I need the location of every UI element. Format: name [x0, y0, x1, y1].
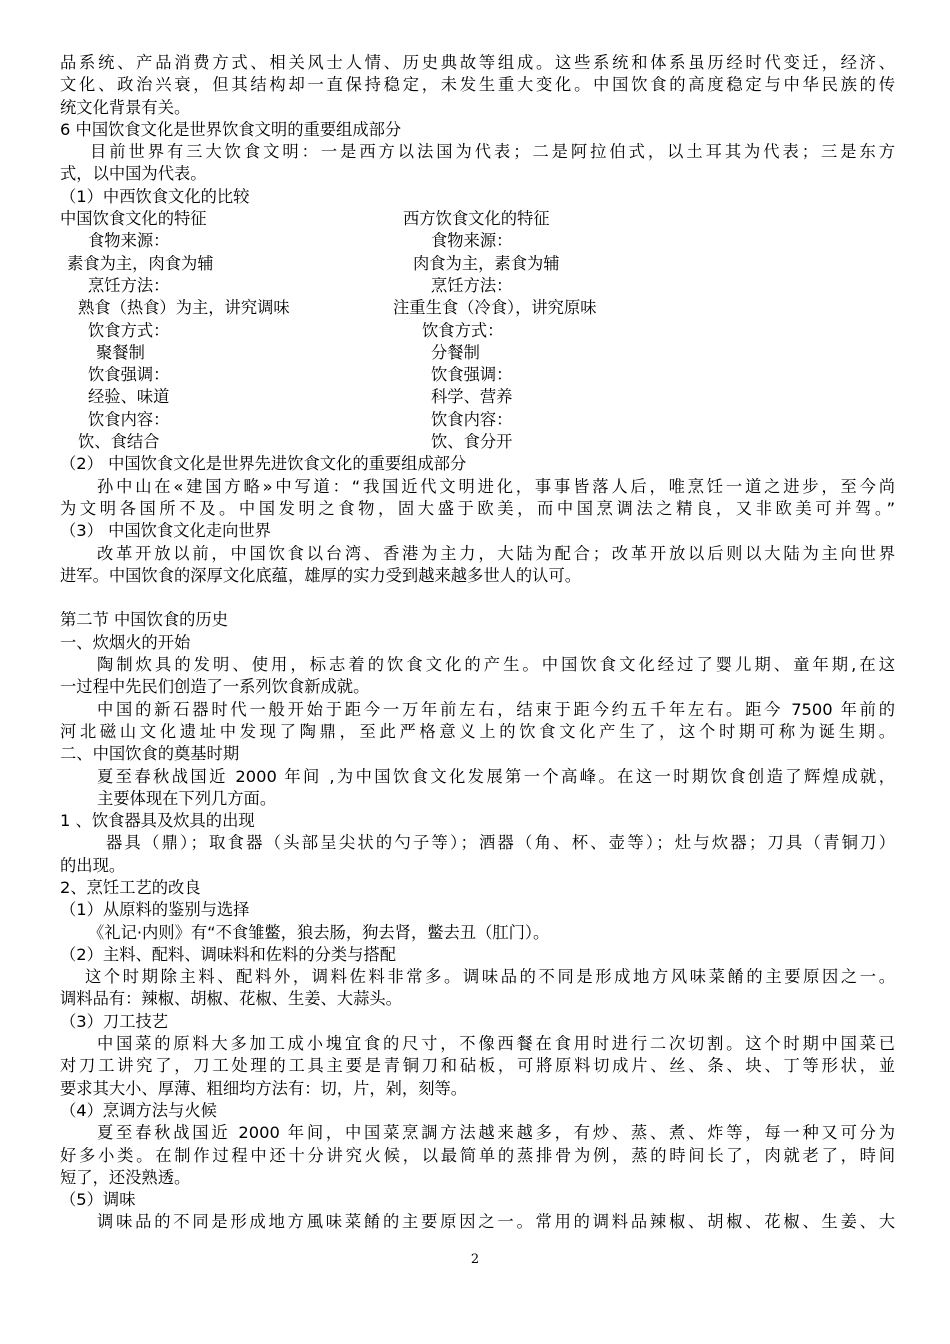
text-line: 进军。中国饮食的深厚文化底蕴，雄厚的实力受到越来越多世人的认可。	[60, 565, 582, 585]
subsection-heading: （4）烹调方法与火候	[60, 1100, 217, 1120]
text-line: 夏至春秋战国近 2000 年间，中国菜烹調方法越来越多，有炒、蒸、煮、炸等，每一种又可分为	[97, 1123, 895, 1143]
comparison-row	[60, 253, 895, 275]
comparison-left: 饮食方式：	[88, 320, 170, 340]
comparison-right: 科学、营养	[431, 387, 513, 407]
comparison-row	[60, 342, 895, 364]
text-line: 这个时期除主料、配料外，调料佐料非常多。调味品的不同是形成地方风味菜餚的主要原因之一。	[85, 967, 895, 987]
text-line: 好多小类。在制作过程中还十分讲究火候，以最简单的蒸排骨为例，蒸的時间长了，肉就老了，時间	[60, 1145, 895, 1165]
text-line: 孙中山在«建国方略»中写道：“我国近代文明进化，事事皆落人后，唯烹饪一道之进步，至今尚	[97, 476, 895, 496]
section-heading: 一、炊烟火的开始	[60, 632, 191, 652]
text-line: 目前世界有三大饮食文明：一是西方以法国为代表；二是阿拉伯式，以土耳其为代表；三是东方	[90, 142, 895, 162]
comparison-left: 饮、食结合	[78, 432, 160, 452]
comparison-right: 饮食方式：	[422, 320, 504, 340]
text-line: 短了，还没熟透。	[60, 1167, 191, 1187]
comparison-row	[60, 230, 895, 252]
subsection-heading: （1）从原料的鉴别与选择	[60, 900, 250, 920]
text-line: 中国菜的原料大多加工成小塊宜食的尺寸，不像西餐在食用时进行二次切割。这个时期中国菜已	[97, 1034, 895, 1054]
comparison-table	[60, 208, 895, 453]
text-line: 陶制炊具的发明、使用，标志着的饮食文化的产生。中国饮食文化经过了婴儿期、童年期,在这	[97, 655, 895, 675]
section-title: 第二节 中国饮食的历史	[60, 610, 228, 630]
text-line: 对刀工讲究了，刀工处理的工具主要是青铜刀和砧板，可將原料切成片、丝、条、块、丁等形状，並	[60, 1056, 895, 1076]
text-line: 统文化背景有关。	[60, 97, 191, 117]
subsection-heading: （2） 中国饮食文化是世界先进饮食文化的重要组成部分	[60, 454, 467, 474]
text-line: 河北磁山文化遗址中发现了陶鼎，至此严格意义上的饮食文化产生了，这个时期可称为诞生期。	[60, 721, 895, 741]
comparison-right: 西方饮食文化的特征	[403, 209, 550, 229]
text-line: 品系统、产品消费方式、相关风士人情、历史典故等组成。这些系统和体系虽历经时代变迁，经济、	[60, 53, 895, 72]
text-line: 改革开放以前，中国饮食以台湾、香港为主力，大陆为配合；改革开放以后则以大陆为主向世界	[97, 543, 895, 563]
subsection-heading: （3）刀工技艺	[60, 1011, 169, 1031]
page-number: 2	[470, 1252, 480, 1267]
text-line: 器具（鼎）；取食器（头部呈尖状的勺子等）；酒器（角、杯、壶等）；灶与炊器；刀具（青铜刀）	[106, 833, 895, 853]
subsection-heading: （5）调味	[60, 1190, 136, 1210]
comparison-left: 饮食内容：	[88, 409, 170, 429]
text-line: 调料品有：辣椒、胡椒、花椒、生姜、大蒜头。	[60, 989, 402, 1009]
text-line: 主要体现在下列几方面。	[97, 788, 277, 808]
comparison-left: 经验、味道	[88, 387, 170, 407]
comparison-row	[60, 364, 895, 386]
text-line: 式，以中国为代表。	[60, 164, 207, 184]
text-line: 一过程中先民们创造了一系列饮食新成就。	[60, 677, 370, 697]
comparison-right: 注重生食（冷食），讲究原味	[393, 298, 597, 318]
comparison-row	[60, 431, 895, 453]
text-line: 调味品的不同是形成地方風味菜餚的主要原因之一。常用的调料品辣椒、胡椒、花椒、生姜、大	[97, 1212, 895, 1232]
section-heading: 6 中国饮食文化是世界饮食文明的重要组成部分	[60, 119, 402, 139]
document-page	[60, 52, 895, 1234]
comparison-row	[60, 386, 895, 408]
comparison-row	[60, 208, 895, 230]
comparison-right: 肉食为主，素食为辅	[413, 253, 560, 273]
comparison-row	[60, 297, 895, 319]
comparison-row	[60, 320, 895, 342]
comparison-right: 烹饪方法：	[431, 275, 513, 295]
comparison-row	[60, 409, 895, 431]
comparison-left: 饮食强调：	[88, 365, 170, 385]
blank-line	[60, 587, 895, 609]
comparison-left: 中国饮食文化的特征	[60, 209, 207, 229]
text-line: 文化、政治兴衰，但其结构却一直保持稳定，未发生重大变化。中国饮食的高度稳定与中华民族的传	[60, 75, 895, 95]
section-heading: 二、中国饮食的奠基时期	[60, 744, 240, 764]
comparison-right: 饮食内容：	[431, 409, 513, 429]
comparison-right: 分餐制	[431, 342, 480, 362]
comparison-row	[60, 275, 895, 297]
comparison-right: 食物来源：	[431, 231, 513, 251]
subsection-heading: （2）主料、配料、调味料和佐料的分类与搭配	[60, 944, 396, 964]
text-line: 《礼记·内则》有“不食雏鳖，狼去肠，狗去肾，鳖去丑（肛门）。	[88, 922, 550, 942]
text-line: 为文明各国所不及。中国发明之食物，固大盛于欧美，而中国烹调法之精良，又非欧美可并驾。”	[60, 498, 895, 518]
subsection-heading: （1）中西饮食文化的比较	[60, 186, 250, 206]
text-line: 夏至春秋战国近 2000 年间 ,为中国饮食文化发展第一个高峰。在这一时期饮食创造了辉煌成就，	[97, 766, 895, 786]
comparison-left: 熟食（热食）为主，讲究调味	[78, 298, 290, 318]
comparison-left: 聚餐制	[96, 342, 145, 362]
comparison-left: 烹饪方法：	[88, 275, 170, 295]
item-heading: 1 、饮食器具及炊具的出现	[60, 811, 255, 831]
text-line: 中国的新石器时代一般开始于距今一万年前左右，结束于距今约五千年左右。距今 7500 年前的	[97, 699, 895, 719]
comparison-left: 素食为主，肉食为辅	[67, 253, 214, 273]
text-line: 要求其大小、厚薄、粗细均方法有：切，片，剁，刻等。	[60, 1078, 468, 1098]
comparison-left: 食物来源：	[88, 231, 170, 251]
text-line: 的出现。	[60, 855, 126, 875]
item-heading: 2、烹饪工艺的改良	[60, 877, 201, 897]
comparison-right: 饮食强调：	[431, 365, 513, 385]
comparison-right: 饮、食分开	[431, 432, 513, 452]
subsection-heading: （3） 中国饮食文化走向世界	[60, 521, 271, 541]
